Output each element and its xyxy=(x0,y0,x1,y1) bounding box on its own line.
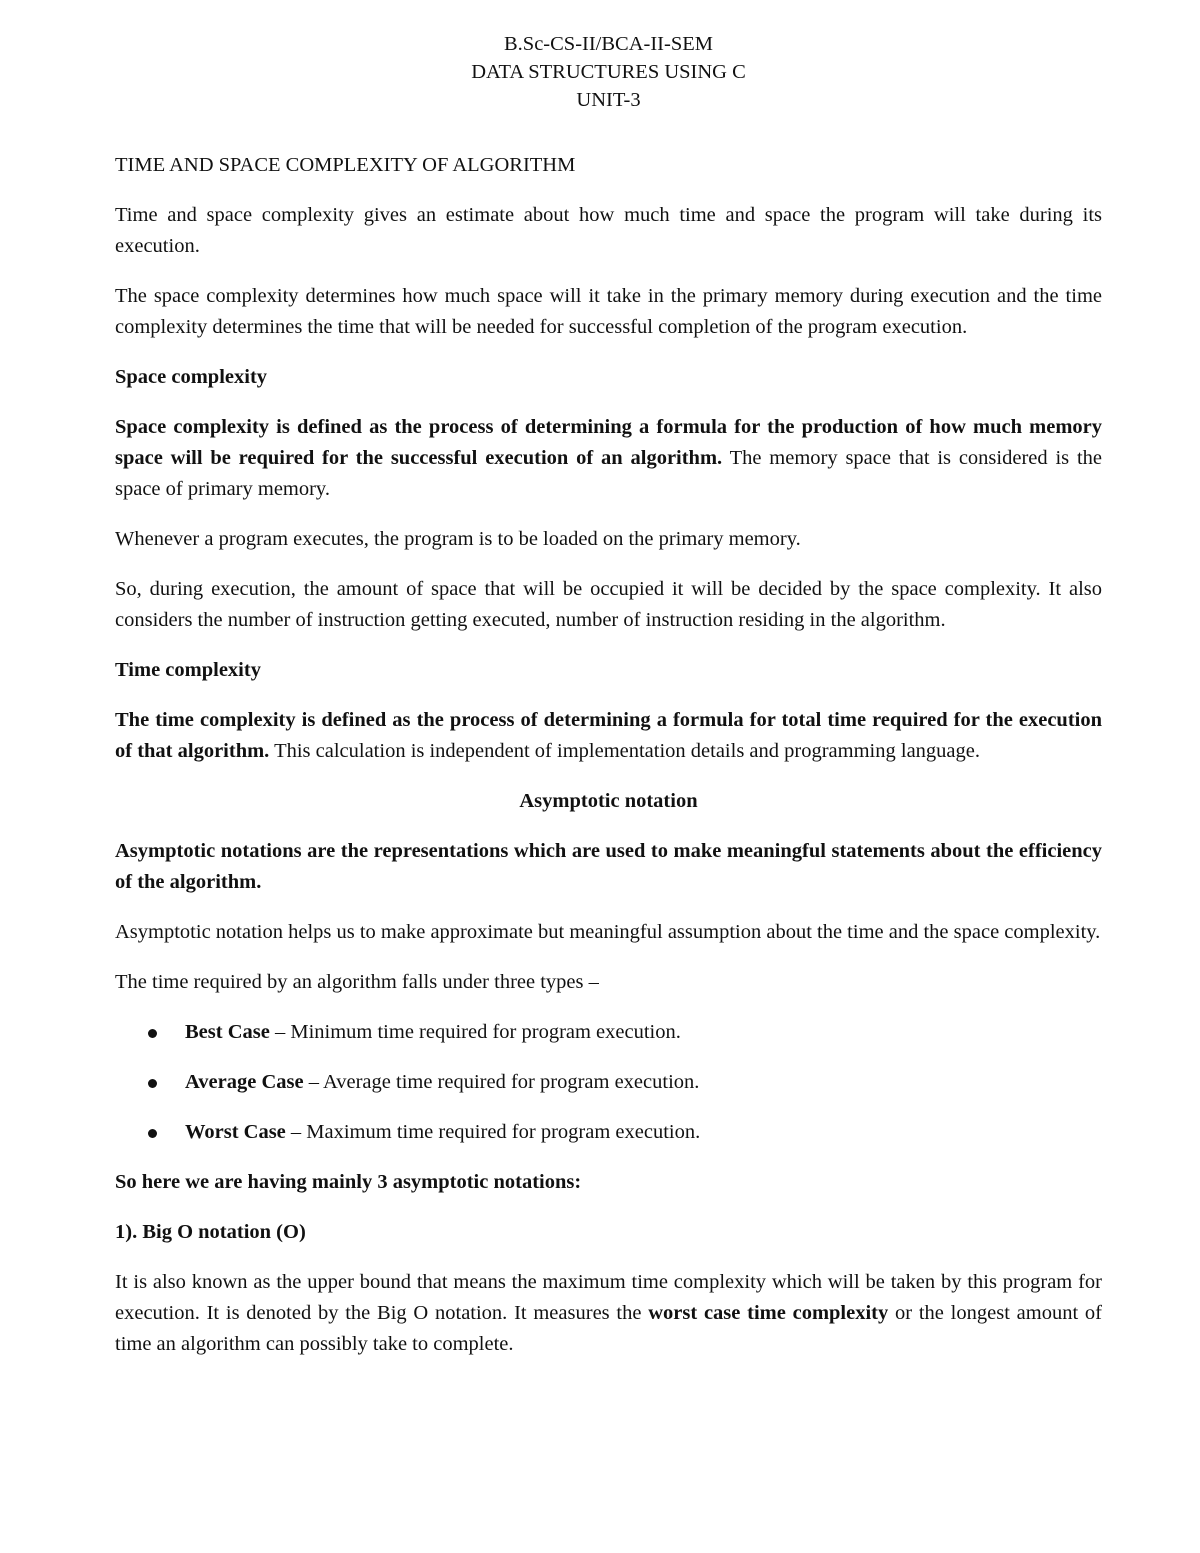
list-item-average-case xyxy=(115,1067,1102,1098)
case-term: Best Case xyxy=(185,1021,270,1043)
asymptotic-definition: Asymptotic notations are the representations which are used to make meaningful statements about the efficiency of the algorithm. xyxy=(115,840,1102,893)
big-o-heading: 1). Big O notation (O) xyxy=(115,1221,306,1243)
asymptotic-paragraph-2: Asymptotic notation helps us to make approximate but meaningful assumption about the time and the space complexity. xyxy=(115,921,1101,943)
big-o-text-a: It is also known as the upper bound that means the maximum time complexity which will be taken by this program for execution. It is denoted by the Big O notation. It measures the xyxy=(115,1271,1102,1324)
case-desc: – Average time required for program execution. xyxy=(303,1071,700,1093)
bullet-icon xyxy=(148,1079,157,1088)
document-header xyxy=(115,30,1102,114)
bullet-icon xyxy=(148,1029,157,1038)
space-definition-bold: Space complexity is defined as the process of determining a formula for the production of how much memory space will be required for the successful execution of an algorithm. xyxy=(115,416,1102,469)
case-term: Average Case xyxy=(185,1071,304,1093)
case-term: Worst Case xyxy=(185,1121,286,1143)
case-list xyxy=(115,1017,1102,1148)
bullet-icon xyxy=(148,1129,157,1138)
space-paragraph-3: So, during execution, the amount of space that will be occupied it will be decided by the space complexity. It also considers the number of instruction getting executed, number of instruction residing in the algorithm. xyxy=(115,578,1102,631)
big-o-text-b: or the longest amount of time an algorithm can possibly take to complete. xyxy=(115,1302,1102,1355)
notations-summary: So here we are having mainly 3 asymptotic notations: xyxy=(115,1171,582,1193)
page-title: TIME AND SPACE COMPLEXITY OF ALGORITHM xyxy=(115,154,576,176)
list-item-worst-case xyxy=(115,1117,1102,1148)
big-o-paragraph xyxy=(115,1267,1102,1360)
time-complexity-heading: Time complexity xyxy=(115,659,261,681)
list-item-best-case xyxy=(115,1017,1102,1048)
header-course: B.Sc-CS-II/BCA-II-SEM xyxy=(504,33,713,55)
intro-paragraph-2: The space complexity determines how much space will it take in the primary memory during execution and the time complexity determines the time that will be needed for successful completion of the program execution. xyxy=(115,285,1102,338)
space-definition-rest: The memory space that is considered is the space of primary memory. xyxy=(115,447,1102,500)
time-definition-bold: The time complexity is defined as the process of determining a formula for total time required for the execution of that algorithm. xyxy=(115,709,1102,762)
time-complexity-definition xyxy=(115,705,1102,767)
space-complexity-definition xyxy=(115,412,1102,505)
header-subject: DATA STRUCTURES USING C xyxy=(471,61,746,83)
asymptotic-notation-heading: Asymptotic notation xyxy=(519,790,698,812)
time-definition-rest: This calculation is independent of implementation details and programming language. xyxy=(269,740,980,762)
space-complexity-heading: Space complexity xyxy=(115,366,268,388)
intro-paragraph-1: Time and space complexity gives an estimate about how much time and space the program will take during its execution. xyxy=(115,204,1102,257)
asymptotic-paragraph-3: The time required by an algorithm falls under three types – xyxy=(115,971,599,993)
space-paragraph-2: Whenever a program executes, the program is to be loaded on the primary memory. xyxy=(115,528,801,550)
header-unit: UNIT-3 xyxy=(576,89,641,111)
case-desc: – Minimum time required for program execution. xyxy=(269,1021,681,1043)
document-page xyxy=(115,30,1102,1379)
case-desc: – Maximum time required for program execution. xyxy=(285,1121,701,1143)
big-o-text-bold: worst case time complexity xyxy=(648,1302,889,1324)
